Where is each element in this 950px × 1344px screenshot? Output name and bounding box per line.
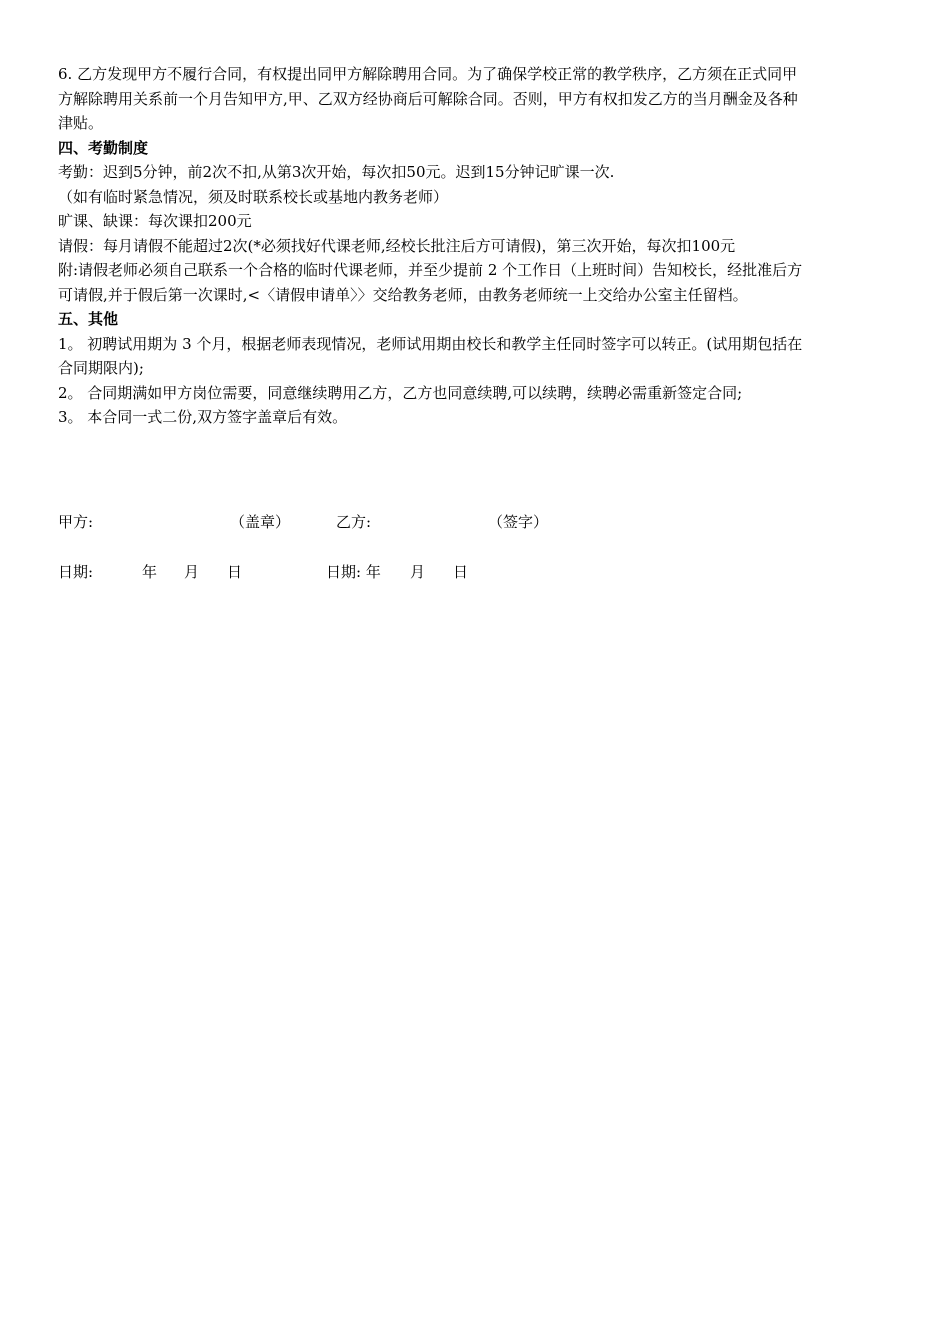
signature-row <box>58 512 894 532</box>
party-a-label: 甲方: <box>58 513 94 531</box>
section-attendance-body <box>58 160 894 307</box>
section-other-heading: 五、其他 <box>58 310 119 328</box>
date-b-month: 月 <box>410 563 426 581</box>
attendance-line: 可请假,并于假后第一次课时,<〈请假申请单〉〉交给教务老师，由教务老师统一上交给办公室主任留档。 <box>58 285 748 304</box>
sign-label: （签字） <box>488 513 549 531</box>
party-b-label: 乙方: <box>336 513 372 531</box>
clause-6 <box>58 62 894 136</box>
date-row <box>58 562 894 582</box>
clause-6-line: 津贴。 <box>58 114 104 132</box>
seal-label: （盖章） <box>230 513 291 531</box>
section-other-body <box>58 332 894 430</box>
other-line: 1。 初聘试用期为 3 个月，根据老师表现情况，老师试用期由校长和教学主任同时签字可以转正。(试用期包括在 <box>58 334 803 353</box>
date-a-year: 年 <box>142 563 158 581</box>
section-attendance-heading: 四、考勤制度 <box>58 138 149 157</box>
attendance-line: 旷课、缺课：每次课扣200元 <box>58 212 252 230</box>
date-b-day: 日 <box>453 563 469 581</box>
attendance-line: 请假：每月请假不能超过2次(*必须找好代课老师,经校长批注后方可请假)，第三次开始，每次扣100元 <box>58 236 736 255</box>
date-a-month: 月 <box>184 563 200 581</box>
clause-6-line: 方解除聘用关系前一个月告知甲方,甲、乙双方经协商后可解除合同。否则，甲方有权扣发乙方的当月酬金及各种 <box>58 89 798 108</box>
date-a-day: 日 <box>227 563 243 581</box>
other-line: 2。 合同期满如甲方岗位需要，同意继续聘用乙方，乙方也同意续聘,可以续聘，续聘必需重新签定合同; <box>58 383 743 402</box>
clause-6-line: 6. 乙方发现甲方不履行合同，有权提出同甲方解除聘用合同。为了确保学校正常的教学秩序，乙方须在正式同甲 <box>58 65 798 83</box>
date-b-label: 日期: 年 <box>326 563 381 581</box>
date-a-label: 日期: <box>58 563 94 581</box>
attendance-line: （如有临时紧急情况，须及时联系校长或基地内教务老师） <box>58 187 449 206</box>
attendance-line: 附:请假老师必须自己联系一个合格的临时代课老师，并至少提前 2 个工作日（上班时间）告知校长，经批准后方 <box>58 261 803 279</box>
contract-page <box>58 62 894 430</box>
other-line: 3。 本合同一式二份,双方签字盖章后有效。 <box>58 408 348 426</box>
other-line: 合同期限内); <box>58 359 144 377</box>
attendance-line: 考勤：迟到5分钟，前2次不扣,从第3次开始，每次扣50元。迟到15分钟记旷课一次. <box>58 163 615 181</box>
